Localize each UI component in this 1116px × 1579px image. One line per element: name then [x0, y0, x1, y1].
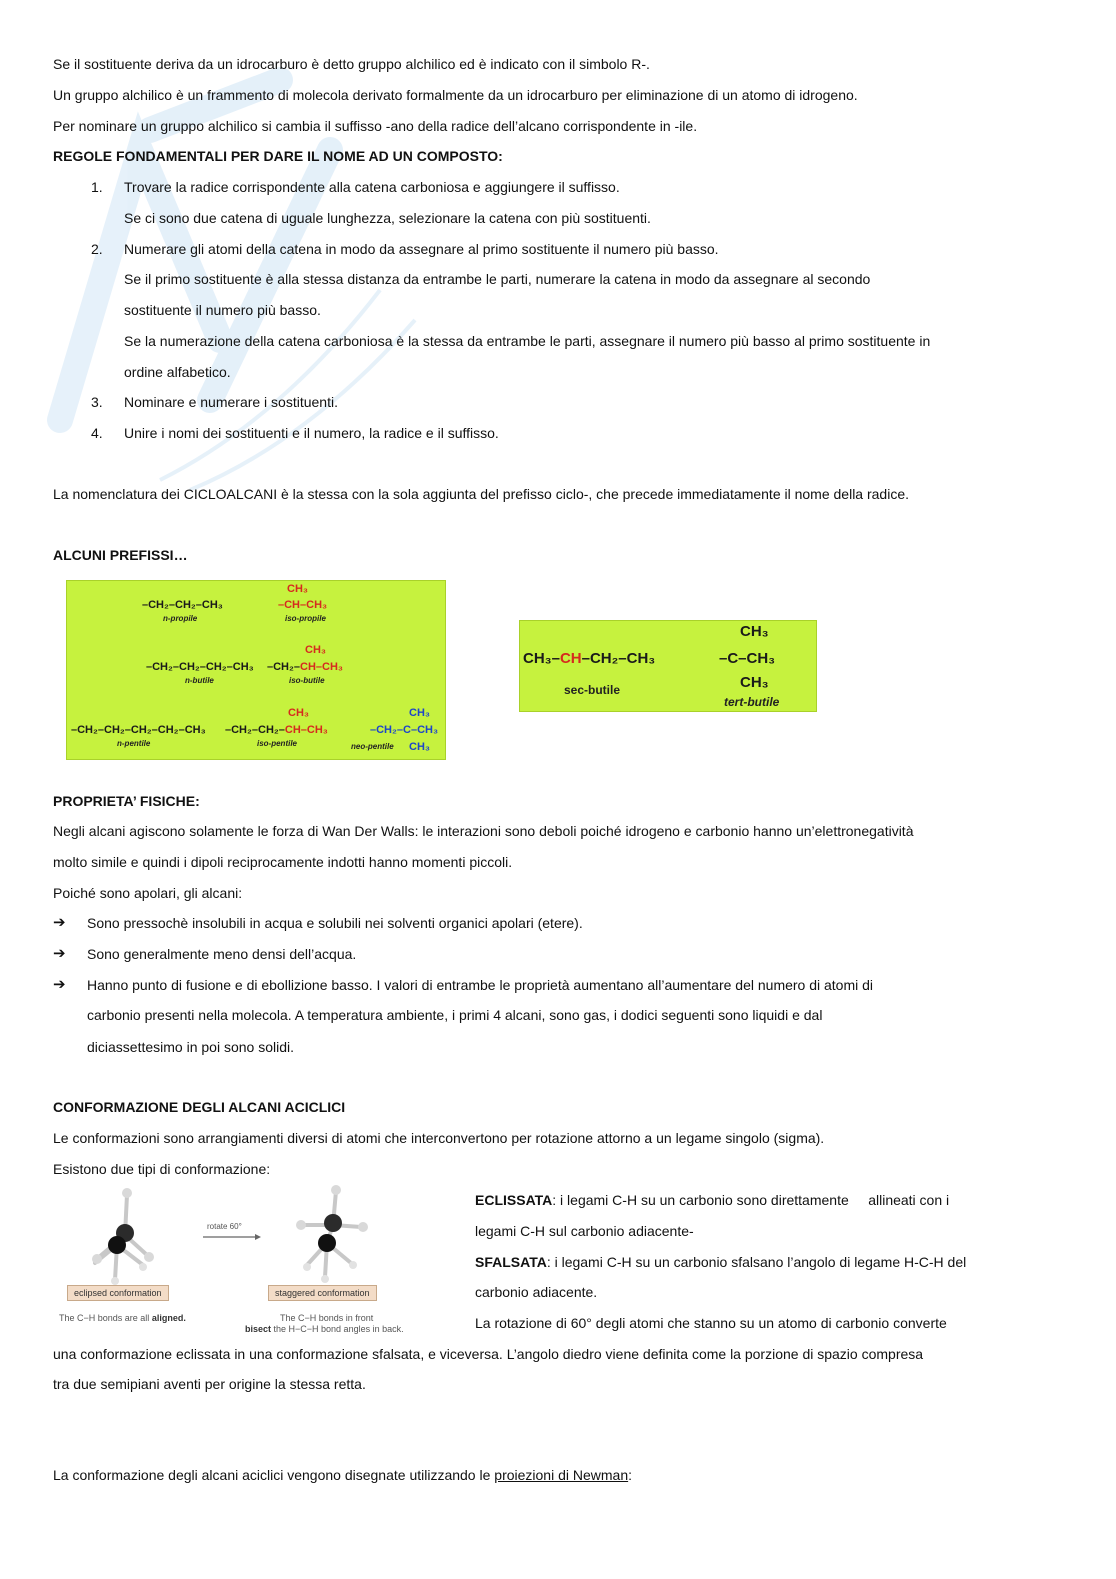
eclipsed-caption-a: The C−H bonds are all	[59, 1313, 152, 1323]
butyl-isomers-figure	[519, 620, 817, 712]
sec-butile-formula	[523, 651, 655, 667]
intro-paragraph-2: Un gruppo alchilico è un frammento di molecola derivato formalmente da un idrocarburo per eliminazione di un atomo di idrogeno.	[53, 87, 858, 103]
rotation-line-2: una conformazione eclissata in una conformazione sfalsata, e viceversa. L’angolo diedro viene definita come la porzione di spazio compresa	[53, 1346, 924, 1362]
sfalsata-line-1	[475, 1253, 966, 1271]
eclissata-text-a: : i legami C-H su un carbonio sono direttamente allineati con i	[552, 1192, 950, 1208]
eclipsed-caption	[59, 1313, 186, 1324]
rule-line: Nominare e numerare i sostituenti.	[124, 394, 338, 410]
eclissata-line-2: legami C-H sul carbonio adiacente-	[475, 1223, 694, 1239]
staggered-caption-b	[245, 1324, 404, 1335]
newman-paragraph	[53, 1466, 632, 1484]
iso-pentile-formula-b: CH–CH₃	[284, 724, 328, 736]
eclissata-term: ECLISSATA	[475, 1192, 553, 1208]
iso-propile-label: iso-propile	[285, 614, 326, 623]
rule-line: ordine alfabetico.	[124, 364, 231, 380]
conformation-paragraph-2: Esistono due tipi di conformazione:	[53, 1161, 271, 1177]
bullet-line: carbonio presenti nella molecola. A temperatura ambiente, i primi 4 alcani, sono gas, i dodici seguenti sono liquidi e dal	[87, 1007, 823, 1023]
rule-line: Se ci sono due catena di uguale lunghezza, selezionare la catena con più sostituenti.	[124, 210, 651, 226]
rule-number: 3.	[91, 394, 103, 410]
iso-butile-formula-a: –CH₂–	[267, 661, 301, 673]
ethane-models	[55, 1185, 460, 1285]
neo-pentile-label: neo-pentile	[351, 742, 394, 751]
neo-pentile-formula	[370, 724, 438, 736]
iso-pentile-formula	[225, 724, 328, 736]
n-propile-label: n-propile	[163, 614, 198, 623]
neo-pentile-formula-text: –CH₂–C–CH₃	[370, 724, 439, 736]
physical-paragraph-1a: Negli alcani agiscono solamente le forza di Wan Der Walls: le interazioni sono deboli poiché idrogeno e carbonio hanno un’elettronegatività	[53, 823, 914, 839]
staggered-caption-bisect: bisect	[245, 1324, 272, 1334]
rule-line: Se la numerazione della catena carboniosa è la stessa da entrambe le parti, assegnare il numero più basso al primo sostituente in	[124, 333, 931, 349]
iso-propile-formula	[278, 599, 327, 611]
iso-pentile-formula-a: –CH₂–CH₂–	[225, 724, 285, 736]
eclipsed-label: eclipsed conformation	[67, 1285, 169, 1301]
newman-text-a: La conformazione degli alcani aciclici vengono disegnate utilizzando le	[53, 1467, 495, 1483]
iso-pentile-top: CH₃	[288, 707, 309, 719]
rule-line: Numerare gli atomi della catena in modo da assegnare al primo sostituente il numero più basso.	[124, 241, 719, 257]
neo-pentile-bottom: CH₃	[409, 741, 430, 753]
bullet-line: Hanno punto di fusione e di ebollizione basso. I valori di entrambe le proprietà aumentano all’aumentare del numero di atomi di	[87, 977, 874, 993]
rotate-label: rotate 60°	[207, 1222, 242, 1231]
sec-butile-formula-c: –CH₂–CH₃	[581, 650, 656, 667]
tert-butile-bottom: CH₃	[740, 674, 769, 691]
tert-butile-label: tert-butile	[724, 695, 780, 709]
n-pentile-label: n-pentile	[117, 739, 151, 748]
staggered-caption-a: The C−H bonds in front	[280, 1313, 374, 1323]
staggered-label: staggered conformation	[268, 1285, 377, 1301]
rule-number: 4.	[91, 425, 103, 441]
rule-line: Se il primo sostituente è alla stessa distanza da entrambe le parti, numerare la catena in modo da assegnare al secondo	[124, 271, 871, 287]
newman-projections-link[interactable]: proiezioni di Newman	[494, 1467, 629, 1483]
newman-text-b: :	[628, 1467, 633, 1483]
iso-propile-formula-text: –CH–CH₃	[278, 599, 328, 611]
bullet-line: diciassettesimo in poi sono solidi.	[87, 1039, 294, 1055]
bullet-line: Sono pressochè insolubili in acqua e solubili nei solventi organici apolari (etere).	[87, 915, 583, 931]
conformation-figure	[55, 1185, 460, 1340]
n-butile-formula: –CH₂–CH₂–CH₂–CH₃	[146, 661, 254, 673]
iso-butile-formula-b: CH–CH₃	[300, 661, 343, 673]
arrow-bullet-icon: ➔	[53, 976, 66, 993]
cycloalkanes-paragraph: La nomenclatura dei CICLOALCANI è la stessa con la sola aggiunta del prefisso ciclo-, che precede immediatamente il nome della radice.	[53, 486, 910, 502]
watermark-logo	[20, 40, 450, 490]
conformation-paragraph-1: Le conformazioni sono arrangiamenti diversi di atomi che interconvertono per rotazione attorno a un legame singolo (sigma).	[53, 1130, 825, 1146]
tert-butile-top: CH₃	[740, 623, 769, 640]
iso-butile-top: CH₃	[305, 644, 326, 656]
arrow-bullet-icon: ➔	[53, 914, 66, 931]
sfalsata-line-2: carbonio adiacente.	[475, 1284, 598, 1300]
arrow-bullet-icon: ➔	[53, 945, 66, 962]
rule-number: 1.	[91, 179, 103, 195]
n-butile-label: n-butile	[185, 676, 214, 685]
physical-heading: PROPRIETA’ FISICHE:	[53, 793, 200, 809]
staggered-caption-rest: the H−C−H bond angles in back.	[271, 1324, 404, 1334]
n-pentile-formula: –CH₂–CH₂–CH₂–CH₂–CH₃	[71, 724, 206, 736]
iso-butile-formula	[267, 661, 343, 673]
intro-paragraph-3: Per nominare un gruppo alchilico si cambia il suffisso -ano della radice dell’alcano corrispondente in -ile.	[53, 118, 698, 134]
rule-number: 2.	[91, 241, 103, 257]
physical-paragraph-1b: molto simile e quindi i dipoli reciprocamente indotti hanno momenti piccoli.	[53, 854, 513, 870]
intro-paragraph-1: Se il sostituente deriva da un idrocarburo è detto gruppo alchilico ed è indicato con il simbolo R-.	[53, 56, 650, 72]
bullet-line: Sono generalmente meno densi dell’acqua.	[87, 946, 357, 962]
iso-butile-label: iso-butile	[289, 676, 325, 685]
rule-line: Trovare la radice corrispondente alla catena carboniosa e aggiungere il suffisso.	[124, 179, 620, 195]
neo-pentile-top: CH₃	[409, 707, 430, 719]
rule-line: sostituente il numero più basso.	[124, 302, 321, 318]
sfalsata-text-a: : i legami C-H su un carbonio sfalsano l’angolo di legame H-C-H del	[546, 1254, 967, 1270]
iso-propile-top: CH₃	[287, 583, 308, 595]
sec-butile-label: sec-butile	[564, 683, 621, 697]
rotation-line-1: La rotazione di 60° degli atomi che stanno su un atomo di carbonio converte	[475, 1315, 947, 1331]
eclipsed-caption-b: aligned.	[151, 1313, 186, 1323]
n-propile-formula: –CH₂–CH₂–CH₃	[142, 599, 223, 611]
alkyl-prefixes-figure	[66, 580, 446, 760]
sfalsata-term: SFALSATA	[475, 1254, 547, 1270]
sec-butile-formula-b: CH	[559, 650, 582, 667]
tert-butile-formula: –C–CH₃	[719, 650, 776, 667]
physical-paragraph-2: Poiché sono apolari, gli alcani:	[53, 885, 243, 901]
rotation-line-3: tra due semipiani aventi per origine la stessa retta.	[53, 1376, 366, 1392]
rule-line: Unire i nomi dei sostituenti e il numero, la radice e il suffisso.	[124, 425, 499, 441]
eclissata-line-1	[475, 1191, 949, 1209]
sec-butile-formula-a: CH₃–	[523, 650, 560, 667]
prefixes-heading: ALCUNI PREFISSI…	[53, 547, 188, 563]
rules-heading: REGOLE FONDAMENTALI PER DARE IL NOME AD UN COMPOSTO:	[53, 148, 503, 164]
conformation-heading: CONFORMAZIONE DEGLI ALCANI ACICLICI	[53, 1099, 346, 1115]
iso-pentile-label: iso-pentile	[257, 739, 298, 748]
